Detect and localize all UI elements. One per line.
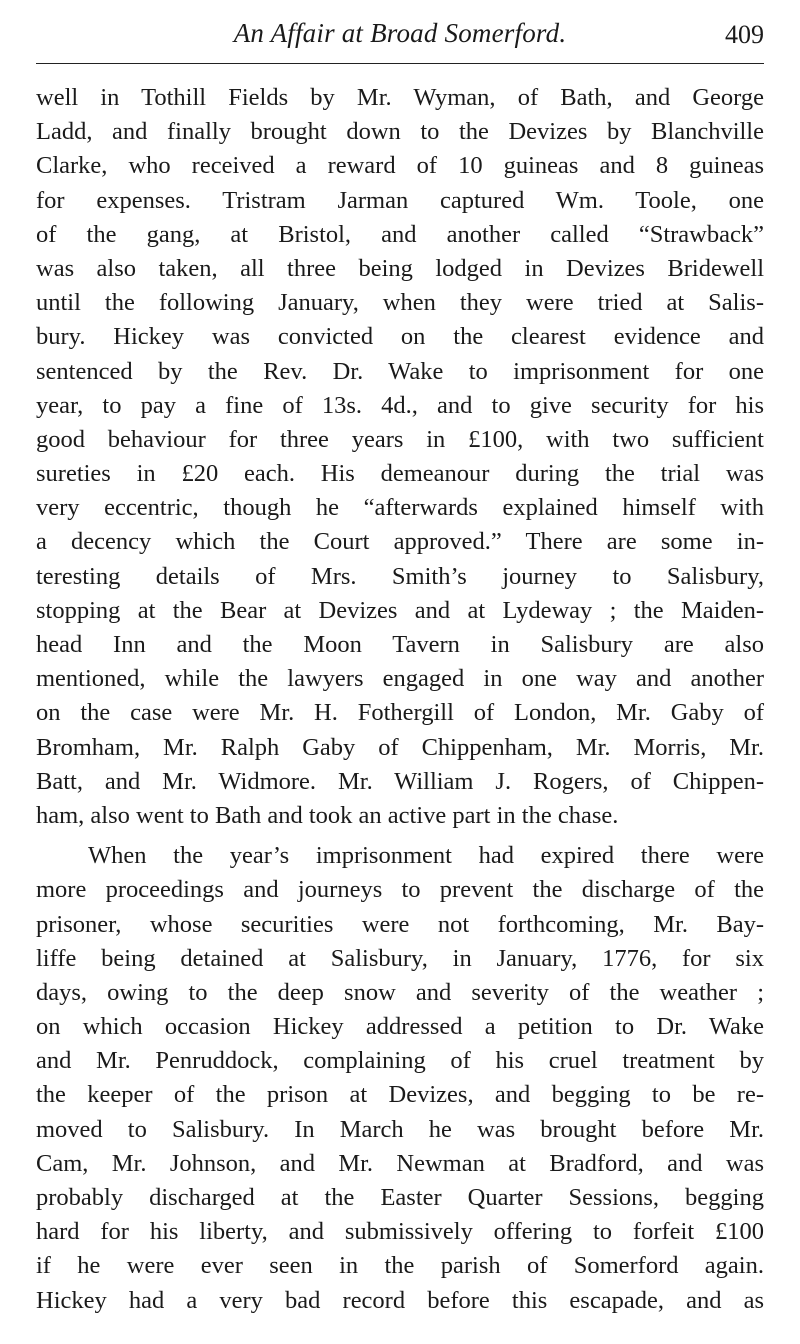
body-text [36,81,764,1318]
text-line: good behaviour for three years in £100, with two sufficient [36,425,764,453]
text-line: ham, also went to Bath and took an active part in the chase. [36,801,619,829]
text-line: on the case were Mr. H. Fothergill of London, Mr. Gaby of [36,699,764,727]
text-line: very eccentric, though he “afterwards explained himself with [36,494,764,522]
header-rule [36,63,764,64]
running-title: An Affair at Broad Somerford. [233,18,567,48]
text-line: mentioned, while the lawyers engaged in one way and another [36,665,764,693]
text-line: bury. Hickey was convicted on the clearest evidence and [36,323,764,351]
text-line: more proceedings and journeys to prevent the discharge of the [36,876,764,904]
paragraph-2 [36,839,764,1318]
text-line: for expenses. Tristram Jarman captured Wm. Toole, one [36,186,764,214]
text-line: until the following January, when they were tried at Salis- [36,289,764,317]
paragraph-1 [36,81,764,833]
text-line: When the year’s imprisonment had expired there were [88,842,764,870]
text-line: sureties in £20 each. His demeanour during the trial was [36,460,764,488]
text-line: if he were ever seen in the parish of Somerford again. [36,1252,764,1280]
text-line: well in Tothill Fields by Mr. Wyman, of Bath, and George [36,84,764,111]
text-line: prisoner, whose securities were not forthcoming, Mr. Bay- [36,910,764,938]
text-line: liffe being detained at Salisbury, in January, 1776, for six [36,944,764,972]
text-line: and Mr. Penruddock, complaining of his cruel treatment by [36,1047,764,1075]
text-line: Bromham, Mr. Ralph Gaby of Chippenham, Mr. Morris, Mr. [36,733,764,761]
text-line: Cam, Mr. Johnson, and Mr. Newman at Bradford, and was [36,1149,764,1177]
text-line: head Inn and the Moon Tavern in Salisbury are also [36,631,764,658]
text-line: hard for his liberty, and submissively offering to forfeit £100 [36,1218,764,1246]
text-line: on which occasion Hickey addressed a petition to Dr. Wake [36,1013,764,1041]
text-line: Batt, and Mr. Widmore. Mr. William J. Rogers, of Chippen- [36,767,764,795]
text-line: sentenced by the Rev. Dr. Wake to imprisonment for one [36,357,764,385]
text-line: teresting details of Mrs. Smith’s journey to Salisbury, [36,562,764,590]
text-line: Hickey had a very bad record before this escapade, and as [36,1286,764,1314]
text-line: moved to Salisbury. In March he was brought before Mr. [36,1115,764,1143]
text-line: was also taken, all three being lodged in Devizes Bridewell [36,254,764,282]
text-line: probably discharged at the Easter Quarter Sessions, begging [36,1184,764,1211]
text-line: the keeper of the prison at Devizes, and begging to be re- [36,1081,764,1109]
running-head [36,16,764,56]
text-line: of the gang, at Bristol, and another called “Strawback” [36,220,764,248]
page-number: 409 [725,20,764,49]
text-line: year, to pay a fine of 13s. 4d., and to give security for his [36,391,764,419]
text-line: Ladd, and finally brought down to the Devizes by Blanchville [36,118,764,146]
text-line: days, owing to the deep snow and severity of the weather ; [36,978,764,1006]
text-line: stopping at the Bear at Devizes and at Lydeway ; the Maiden- [36,596,764,624]
text-line: Clarke, who received a reward of 10 guineas and 8 guineas [36,152,764,180]
text-line: a decency which the Court approved.” There are some in- [36,528,764,556]
